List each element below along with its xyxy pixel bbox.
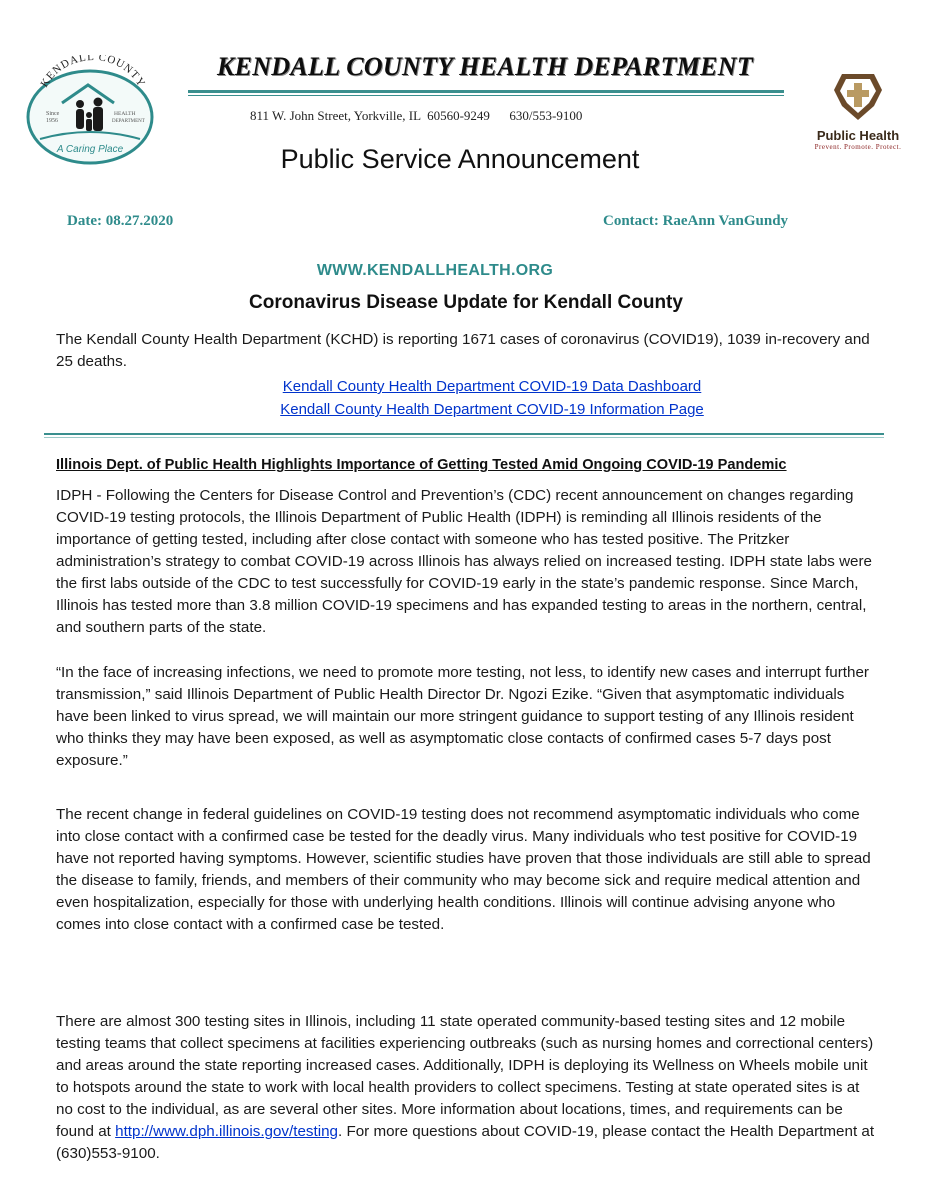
date-label: Date: 08.27.2020 [67, 213, 174, 229]
logo-dept-1: HEALTH [114, 111, 136, 117]
update-paragraph: The Kendall County Health Department (KCHD) is reporting 1671 cases of coronavirus (COVID19), 1039 in-recovery and 25 deaths. [56, 331, 870, 370]
public-health-name: Public Health [816, 128, 900, 143]
header-rule-thin [188, 95, 784, 96]
address-line: 811 W. John Street, Yorkville, IL 60560-9249 630/553-9100 [250, 108, 583, 123]
paragraph-4 [56, 1011, 876, 1165]
testing-info-link[interactable]: http://www.dph.illinois.gov/testing [115, 1123, 338, 1140]
page-title: Public Service Announcement [280, 144, 640, 174]
section-divider [44, 433, 884, 435]
public-health-tagline: Prevent. Promote. Protect. [814, 143, 902, 151]
logo-year: 1956 [46, 118, 58, 124]
logo-tagline: A Caring Place [56, 144, 124, 155]
idph-heading: Illinois Dept. of Public Health Highlights Importance of Getting Tested Amid Ongoing COVID-19 Pandemic [56, 457, 787, 473]
update-heading: Coronavirus Disease Update for Kendall County [249, 292, 683, 313]
contact-label: Contact: RaeAnn VanGundy [603, 213, 789, 229]
org-name: KENDALL COUNTY HEALTH DEPARTMENT [216, 52, 754, 81]
logo-since: Since [46, 111, 60, 117]
dashboard-link[interactable]: Kendall County Health Department COVID-19 Data Dashboard [282, 378, 702, 395]
website-url: WWW.KENDALLHEALTH.ORG [316, 262, 554, 279]
info-page-link[interactable]: Kendall County Health Department COVID-19 Information Page [280, 401, 704, 418]
header-rule [188, 90, 784, 93]
logo-dept-2: DEPARTMENT [112, 119, 145, 124]
section-divider-thin [44, 437, 884, 438]
kendall-county-logo [22, 55, 158, 167]
paragraph-1: IDPH - Following the Centers for Disease Control and Prevention’s (CDC) recent announcement on changes regarding COVID-19 testing protocols, the Illinois Department of Public Health (IDPH) is reminding all Illinois residents of the importance of getting tested, including after close contact with someone who has tested positive. The Pritzker administration’s strategy to combat COVID-19 across Illinois has always relied on increased testing. IDPH state labs were the first labs outside of the CDC to test successfully for COVID-19 early in the state’s pandemic response. Since March, Illinois has tested more than 3.8 million COVID-19 specimens and has expanded testing to areas in the northern, central, and southern parts of the state. [56, 487, 872, 636]
paragraph-2: “In the face of increasing infections, we need to promote more testing, not less, to identify new cases and interrupt further transmission,” said Illinois Department of Public Health Director Dr. Ngozi Ezike. “Given that asymptomatic individuals have been linked to virus spread, we will maintain our more stringent guidance to support testing of any Illinois resident who thinks they may have been exposed, as well as asymptomatic close contacts of confirmed cases 5-7 days post exposure.” [56, 664, 869, 769]
paragraph-4-text-end: . For more questions about COVID-19, please contact the Health Department at (630)553-9100. [56, 1123, 875, 1162]
paragraph-4-text: There are almost 300 testing sites in Illinois, including 11 state operated community-based testing sites and 12 mobile testing teams that collect specimens at facilities experiencing outbreaks (such as nursing homes and correctional centers) and areas around the state reporting increased cases. Additionally, IDPH is deploying its Wellness on Wheels mobile unit to hotspots around the state to work with local health providers to collect specimens. Testing at state operated sites is at no cost to the individual, as are several other sites. More information about locations, times, and requirements can be found at [56, 1013, 874, 1140]
paragraph-3: The recent change in federal guidelines on COVID-19 testing does not recommend asymptomatic individuals who come into close contact with a confirmed case be tested for the deadly virus. Many individuals who test positive for COVID-19 have not reported having symptoms. However, scientific studies have proven that those individuals are still able to spread the disease to family, friends, and members of their community who may become sick and require medical attention and even hospitalization, especially for those with underlying health conditions. Illinois will continue advising anyone who comes into close contact with a confirmed case be tested. [56, 806, 871, 933]
logo-arc-text: KENDALL COUNTY [38, 55, 148, 90]
